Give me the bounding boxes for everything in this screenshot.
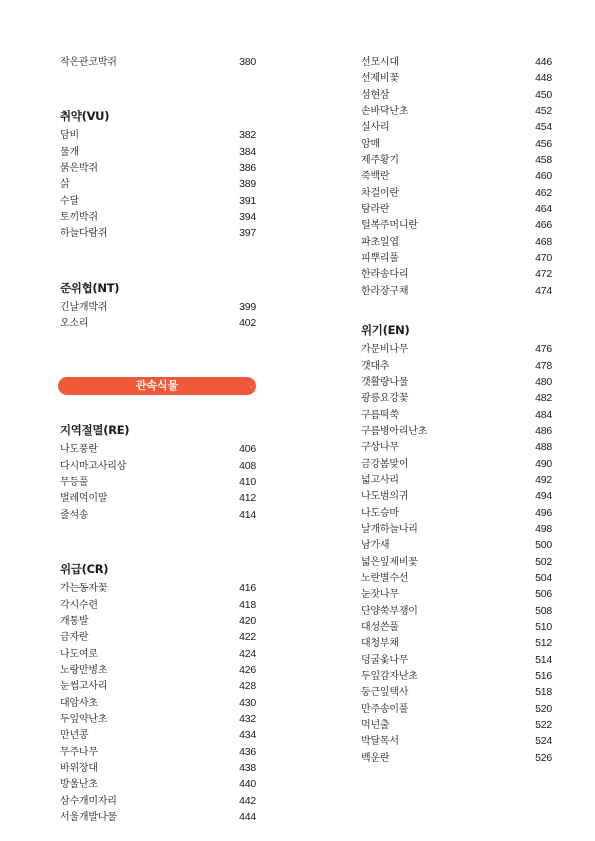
entry-page-number: 424 <box>239 647 256 660</box>
index-entry <box>361 201 552 217</box>
index-entry <box>60 507 256 523</box>
index-entry <box>60 678 256 694</box>
index-entry <box>361 586 552 602</box>
entry-name: 서울개발나물 <box>60 811 117 823</box>
index-entry <box>60 127 256 143</box>
entry-page-number: 456 <box>535 137 552 150</box>
entry-name: 둥근잎택사 <box>361 687 409 699</box>
entry-name: 오소리 <box>60 318 89 330</box>
entry-name: 넓은잎제비꽃 <box>361 556 418 568</box>
section-banner: 관속식물 <box>58 377 256 395</box>
entry-page-number: 472 <box>535 268 552 281</box>
index-entry <box>60 809 256 825</box>
entry-name: 삵 <box>60 179 70 191</box>
entry-name: 한라장구채 <box>361 285 409 297</box>
entry-page-number: 508 <box>535 604 552 617</box>
entry-page-number: 460 <box>535 170 552 183</box>
index-entry <box>60 490 256 506</box>
entry-name: 대성쓴풀 <box>361 622 399 633</box>
entry-page-number: 391 <box>239 194 256 207</box>
entry-page-number: 428 <box>239 680 256 693</box>
index-entry <box>361 733 552 749</box>
index-entry <box>361 472 552 488</box>
entry-name: 먹넌출 <box>361 720 390 732</box>
entry-name: 두잎약난초 <box>60 713 108 725</box>
entry-page-number: 482 <box>535 392 552 405</box>
entry-page-number: 464 <box>535 203 552 216</box>
section-heading-vu: 취약(VU) <box>60 109 110 124</box>
entry-page-number: 476 <box>535 343 552 356</box>
index-column-left <box>60 54 256 825</box>
index-entry <box>60 458 256 474</box>
entry-name: 노란별수선 <box>361 572 409 584</box>
entry-name: 나도승마 <box>361 507 399 519</box>
entry-page-number: 394 <box>239 211 256 224</box>
entry-name: 무등풀 <box>60 477 89 489</box>
entry-page-number: 474 <box>535 284 552 297</box>
entry-page-number: 488 <box>535 441 552 454</box>
index-entry <box>60 629 256 645</box>
index-entry <box>60 776 256 792</box>
entry-page-number: 502 <box>535 555 552 568</box>
entry-page-number: 410 <box>239 476 256 489</box>
index-entry <box>361 54 552 70</box>
entry-name: 실사리 <box>361 122 390 134</box>
entry-page-number: 484 <box>535 408 552 421</box>
index-entry <box>361 537 552 553</box>
entry-page-number: 470 <box>535 252 552 265</box>
index-entry <box>361 217 552 233</box>
entry-page-number: 512 <box>535 637 552 650</box>
entry-page-number: 438 <box>239 761 256 774</box>
index-entry <box>60 727 256 743</box>
entry-page-number: 399 <box>239 300 256 313</box>
section-heading-nt: 준위협(NT) <box>60 280 120 295</box>
entry-name: 차걸이란 <box>361 187 399 199</box>
entry-page-number: 480 <box>535 375 552 388</box>
index-entry <box>361 603 552 619</box>
entry-page-number: 468 <box>535 235 552 248</box>
index-entry <box>361 341 552 357</box>
index-entry <box>361 750 552 766</box>
section-heading-cr: 위급(CR) <box>60 562 109 577</box>
entry-page-number: 458 <box>535 154 552 167</box>
entry-page-number: 494 <box>535 490 552 503</box>
entry-name: 탐라란 <box>361 204 390 216</box>
entry-page-number: 498 <box>535 522 552 535</box>
entry-name: 단양쑥부쟁이 <box>361 605 418 617</box>
index-entry <box>361 407 552 423</box>
index-entry <box>60 744 256 760</box>
entry-name: 물개 <box>60 146 79 158</box>
entry-page-number: 514 <box>535 653 552 666</box>
entry-page-number: 450 <box>535 88 552 101</box>
entry-page-number: 500 <box>535 539 552 552</box>
entry-name: 남가새 <box>361 540 390 552</box>
entry-page-number: 440 <box>239 778 256 791</box>
entry-name: 바위장대 <box>60 762 98 774</box>
entry-name: 두잎감자난초 <box>361 671 418 683</box>
entry-name: 가문비나무 <box>361 344 409 356</box>
entry-name: 털복주머니란 <box>361 220 418 232</box>
index-entry <box>361 456 552 472</box>
section-heading-en: 위기(EN) <box>361 323 410 338</box>
entry-page-number: 478 <box>535 359 552 372</box>
entry-name: 대청부채 <box>361 638 399 650</box>
entry-name: 구름떡쑥 <box>361 409 399 421</box>
entry-name: 줄석송 <box>60 509 89 521</box>
entry-page-number: 406 <box>239 443 256 456</box>
index-entry <box>361 234 552 250</box>
entry-page-number: 454 <box>535 121 552 134</box>
index-entry <box>60 711 256 727</box>
entry-page-number: 432 <box>239 712 256 725</box>
entry-name: 덩굴옻나무 <box>361 654 409 666</box>
entry-name: 선제비꽃 <box>361 73 399 85</box>
entry-name: 백운란 <box>361 752 390 764</box>
index-entry <box>60 176 256 192</box>
entry-list-re <box>60 441 256 523</box>
index-entry <box>361 717 552 733</box>
index-entry <box>361 152 552 168</box>
index-entry <box>60 144 256 160</box>
entry-page-number: 462 <box>535 186 552 199</box>
entry-list-cr <box>60 580 256 825</box>
entry-name: 담비 <box>60 130 79 142</box>
index-entry <box>60 225 256 241</box>
index-entry <box>361 619 552 635</box>
entry-name: 박달목서 <box>361 736 399 748</box>
entry-page-number: 452 <box>535 105 552 118</box>
entry-page-number: 426 <box>239 663 256 676</box>
entry-name: 긴날개박쥐 <box>60 301 108 313</box>
entry-page-number: 510 <box>535 621 552 633</box>
entry-name: 만년콩 <box>60 730 89 742</box>
entry-name: 넓고사리 <box>361 474 399 486</box>
entry-list-left-intro <box>60 54 256 70</box>
entry-name: 눈잣나무 <box>361 589 399 601</box>
entry-name: 하늘다람쥐 <box>60 228 108 240</box>
index-entry <box>60 793 256 809</box>
entry-name: 죽백란 <box>361 171 390 183</box>
entry-name: 나도풍란 <box>60 444 98 456</box>
index-entry <box>361 358 552 374</box>
index-entry <box>60 474 256 490</box>
entry-page-number: 442 <box>239 794 256 807</box>
index-entry <box>361 87 552 103</box>
entry-name: 금강봄맞이 <box>361 458 409 470</box>
entry-page-number: 490 <box>535 457 552 470</box>
entry-name: 삼수개미자리 <box>60 795 117 807</box>
entry-name: 제주황기 <box>361 155 399 167</box>
index-entry <box>60 646 256 662</box>
entry-page-number: 448 <box>535 72 552 85</box>
index-entry <box>60 299 256 315</box>
entry-name: 가는동자꽃 <box>60 583 108 595</box>
entry-name: 각시수련 <box>60 599 98 611</box>
entry-page-number: 524 <box>535 735 552 748</box>
entry-name: 대암사초 <box>60 697 98 709</box>
index-entry <box>60 54 256 70</box>
index-entry <box>361 136 552 152</box>
entry-page-number: 420 <box>239 614 256 627</box>
index-entry <box>361 283 552 299</box>
entry-name: 나도여로 <box>60 648 98 660</box>
index-entry <box>60 160 256 176</box>
entry-page-number: 380 <box>239 56 256 68</box>
entry-name: 노랑만병초 <box>60 664 108 676</box>
entry-page-number: 504 <box>535 571 552 584</box>
entry-name: 손바닥난초 <box>361 106 409 118</box>
index-entry <box>361 423 552 439</box>
index-entry <box>361 119 552 135</box>
entry-name: 눈썹고사리 <box>60 681 108 693</box>
entry-name: 나도범의귀 <box>361 491 409 503</box>
entry-name: 암매 <box>361 138 380 150</box>
index-entry <box>60 613 256 629</box>
index-entry <box>361 652 552 668</box>
entry-page-number: 402 <box>239 317 256 330</box>
entry-page-number: 408 <box>239 459 256 472</box>
index-entry <box>361 488 552 504</box>
entry-name: 피뿌리풀 <box>361 253 399 265</box>
entry-name: 한라송다리 <box>361 269 409 281</box>
entry-page-number: 414 <box>239 508 256 521</box>
entry-name: 광릉요강꽃 <box>361 393 409 405</box>
index-entry <box>60 209 256 225</box>
entry-name: 벌레먹이말 <box>60 493 108 505</box>
index-entry <box>361 521 552 537</box>
entry-name: 방울난초 <box>60 779 98 791</box>
entry-name: 갯활량나물 <box>361 376 409 388</box>
index-entry <box>361 570 552 586</box>
entry-name: 파초일엽 <box>361 236 399 248</box>
index-entry <box>361 505 552 521</box>
entry-page-number: 522 <box>535 719 552 732</box>
index-entry <box>361 554 552 570</box>
entry-page-number: 418 <box>239 598 256 611</box>
entry-page-number: 526 <box>535 751 552 764</box>
entry-page-number: 397 <box>239 227 256 240</box>
entry-name: 작은관코박쥐 <box>60 57 117 68</box>
entry-page-number: 386 <box>239 162 256 175</box>
entry-page-number: 516 <box>535 670 552 683</box>
index-entry <box>361 390 552 406</box>
entry-list-nt <box>60 299 256 332</box>
entry-name: 만주송이풀 <box>361 703 409 715</box>
entry-name: 섬현삼 <box>361 89 390 101</box>
entry-name: 수달 <box>60 195 79 207</box>
index-entry <box>361 374 552 390</box>
index-entry <box>60 193 256 209</box>
entry-page-number: 496 <box>535 506 552 519</box>
index-entry <box>361 103 552 119</box>
index-entry <box>361 168 552 184</box>
entry-name: 다시마고사리삼 <box>60 460 127 472</box>
entry-name: 선모시대 <box>361 57 399 68</box>
entry-page-number: 520 <box>535 702 552 715</box>
index-entry <box>60 580 256 596</box>
index-entry <box>361 668 552 684</box>
entry-name: 개통발 <box>60 615 89 627</box>
entry-list-right-intro <box>361 54 552 299</box>
entry-page-number: 466 <box>535 219 552 232</box>
entry-page-number: 384 <box>239 145 256 158</box>
entry-name: 구름병아리난초 <box>361 425 428 437</box>
index-entry <box>361 439 552 455</box>
index-entry <box>361 70 552 86</box>
index-entry <box>60 315 256 331</box>
entry-page-number: 412 <box>239 492 256 505</box>
entry-page-number: 492 <box>535 473 552 486</box>
entry-name: 붉은박쥐 <box>60 163 98 175</box>
entry-page-number: 486 <box>535 424 552 437</box>
index-entry <box>60 760 256 776</box>
entry-page-number: 436 <box>239 745 256 758</box>
entry-page-number: 444 <box>239 810 256 823</box>
index-entry <box>361 635 552 651</box>
entry-name: 날개하늘나리 <box>361 523 418 535</box>
entry-page-number: 434 <box>239 729 256 742</box>
entry-page-number: 506 <box>535 588 552 601</box>
entry-list-en <box>361 341 552 766</box>
index-entry <box>60 695 256 711</box>
entry-name: 금자란 <box>60 632 89 644</box>
index-entry <box>361 250 552 266</box>
index-entry <box>60 441 256 457</box>
entry-list-vu <box>60 127 256 241</box>
index-entry <box>361 266 552 282</box>
entry-page-number: 422 <box>239 631 256 644</box>
entry-name: 갯대추 <box>361 360 390 372</box>
index-entry <box>60 662 256 678</box>
index-column-right <box>361 54 552 766</box>
entry-page-number: 416 <box>239 582 256 595</box>
index-entry <box>361 185 552 201</box>
entry-page-number: 389 <box>239 178 256 191</box>
entry-name: 무주나무 <box>60 746 98 758</box>
entry-name: 구상나무 <box>361 442 399 454</box>
index-entry <box>361 684 552 700</box>
entry-page-number: 518 <box>535 686 552 699</box>
entry-name: 토끼박쥐 <box>60 212 98 224</box>
section-heading-re: 지역절멸(RE) <box>60 423 130 438</box>
entry-page-number: 382 <box>239 129 256 142</box>
entry-page-number: 446 <box>535 56 552 68</box>
index-entry <box>361 701 552 717</box>
entry-page-number: 430 <box>239 696 256 709</box>
index-entry <box>60 597 256 613</box>
